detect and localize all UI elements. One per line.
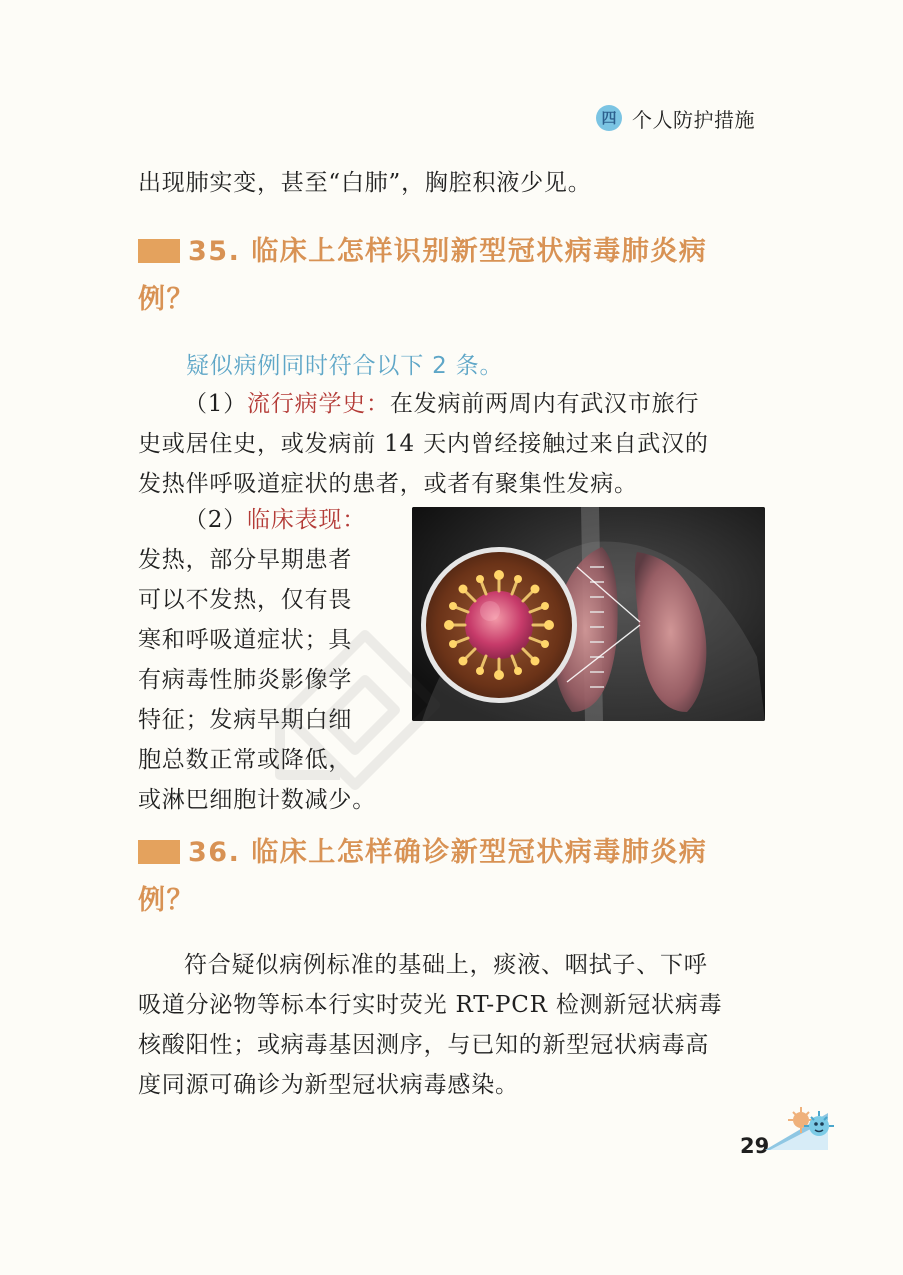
section-35-heading-line-1 — [138, 228, 766, 276]
item-2-line-1: 发热，部分早期患者 — [138, 547, 353, 573]
section-35-heading — [138, 228, 766, 324]
section-36-line-4: 度同源可确诊为新型冠状病毒感染。 — [138, 1072, 519, 1098]
section-36-title-text: 36. 临床上怎样确诊新型冠状病毒肺炎病 — [188, 837, 708, 868]
item-2-line-4: 有病毒性肺炎影像学 — [138, 667, 353, 693]
section-35-summary: 疑似病例同时符合以下 2 条。 — [186, 353, 504, 379]
item-1-line-3: 发热伴呼吸道症状的患者，或者有聚集性发病。 — [138, 471, 638, 497]
section-35-item-2 — [138, 500, 398, 820]
section-36-heading — [138, 829, 766, 925]
item-1-label: 流行病学史： — [247, 391, 390, 417]
section-36-heading-line-2: 例？ — [138, 885, 195, 916]
item-2-line-5: 特征；发病早期白细 — [138, 707, 353, 733]
section-36-line-1: 符合疑似病例标准的基础上，痰液、咽拭子、下呼 — [184, 952, 708, 978]
section-36-paragraph — [138, 945, 766, 1105]
chapter-title: 个人防护措施 — [632, 107, 755, 132]
item-1-line-1 — [138, 384, 766, 424]
continuation-paragraph: 出现肺实变，甚至“白肺”，胸腔积液少见。 — [138, 170, 592, 196]
item-1-prefix: （1） — [184, 391, 248, 417]
section-36-line-2: 吸道分泌物等标本行实时荧光 RT-PCR 检测新冠状病毒 — [138, 992, 723, 1018]
item-2-line-3: 寒和呼吸道症状；具 — [138, 627, 353, 653]
section-36-line-3: 核酸阳性；或病毒基因测序，与已知的新型冠状病毒高 — [138, 1032, 710, 1058]
section-36-heading-line-1 — [138, 829, 766, 877]
section-35-item-1 — [138, 384, 766, 504]
section-35-heading-line-2: 例？ — [138, 284, 195, 315]
virus-mascot-icon — [760, 1095, 835, 1159]
heading-bar-icon — [138, 239, 180, 263]
section-35-title-text: 35. 临床上怎样识别新型冠状病毒肺炎病 — [188, 236, 708, 267]
item-2-label: 临床表现： — [247, 507, 367, 533]
heading-bar-icon — [138, 840, 180, 864]
item-2-line-6: 胞总数正常或降低， — [138, 747, 353, 773]
item-1-line-2: 史或居住史，或发病前 14 天内曾经接触过来自武汉的 — [138, 431, 709, 457]
virus-lung-illustration — [412, 507, 765, 721]
chapter-header — [596, 103, 755, 133]
item-1-text-1: 在发病前两周内有武汉市旅行 — [389, 391, 700, 417]
item-2-line-0 — [138, 500, 398, 540]
item-2-prefix: （2） — [184, 507, 248, 533]
chapter-badge-icon: 四 — [596, 105, 622, 131]
item-2-line-2: 可以不发热，仅有畏 — [138, 587, 353, 613]
item-2-line-7: 或淋巴细胞计数减少。 — [138, 787, 376, 813]
page-number: 29 — [740, 1134, 770, 1158]
